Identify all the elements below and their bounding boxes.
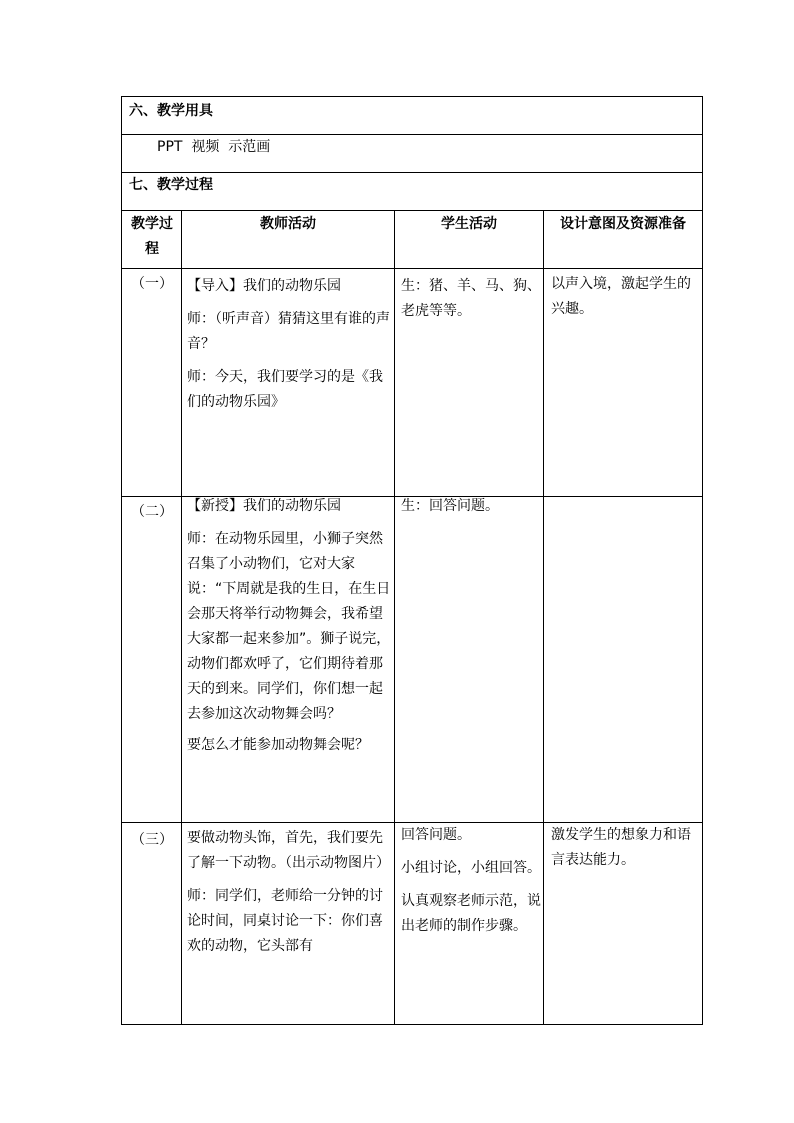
- teacher-paragraph: 师：同学们，老师给一分钟的讨论时间，同桌讨论一下：你们喜欢的动物，它头部有: [187, 888, 383, 954]
- design-intent: [551, 823, 699, 881]
- row-divider: [121, 210, 703, 211]
- intent-paragraph: 以声入境，激起学生的兴趣。: [551, 276, 691, 317]
- student-paragraph: 回答问题。: [401, 827, 471, 843]
- teacher-activity: [187, 494, 392, 766]
- student-paragraph: 生：猪、羊、马、狗、老虎等等。: [401, 278, 541, 319]
- design-intent: [551, 272, 699, 330]
- student-paragraph: 小组讨论，小组回答。: [401, 860, 541, 876]
- student-paragraph: 生：回答问题。: [401, 498, 499, 514]
- table-border-left: [121, 96, 122, 1025]
- table-border-top: [121, 96, 703, 97]
- student-activity: [401, 494, 541, 527]
- teacher-paragraph: 师：在动物乐园里，小狮子突然召集了小动物们，它对大家说：“下周就是我的生日，在生日会那天将举行动物舞会，我希望大家都一起来参加”。狮子说完，动物们都欢呼了，它们期待着那天的到来。同学们，你们想一起去参加这次动物舞会吗？: [187, 531, 391, 722]
- teacher-activity: [187, 826, 392, 967]
- teacher-activity: [187, 274, 392, 423]
- teacher-paragraph: 要怎么才能参加动物舞会呢？: [187, 737, 369, 753]
- column-divider: [394, 210, 395, 1025]
- header-intent: 设计意图及资源准备: [560, 216, 686, 232]
- teacher-paragraph: 师：今天，我们要学习的是《我们的动物乐园》: [187, 369, 383, 410]
- column-divider: [543, 210, 544, 1025]
- student-activity: [401, 274, 541, 332]
- header-teacher: 教师活动: [260, 216, 316, 232]
- teacher-paragraph: 【导入】我们的动物乐园: [187, 278, 341, 294]
- tools-section-title: 六、教学用具: [129, 103, 213, 119]
- intent-paragraph: 激发学生的想象力和语言表达能力。: [551, 827, 691, 868]
- teacher-paragraph: 师：（听声音）猜猜这里有谁的声音？: [187, 311, 390, 352]
- teacher-paragraph: 【新授】我们的动物乐园: [187, 498, 341, 514]
- student-activity: [401, 823, 541, 947]
- table-border-right: [702, 96, 703, 1025]
- row-divider: [121, 268, 703, 269]
- lesson-plan-table: [121, 96, 703, 1025]
- tools-content: PPT 视频 示范画: [157, 139, 271, 155]
- step-label: （三）: [131, 832, 173, 848]
- step-label: （二）: [131, 504, 173, 520]
- header-step: 教学过程: [131, 216, 173, 257]
- teacher-paragraph: 要做动物头饰，首先，我们要先了解一下动物。（出示动物图片）: [187, 830, 390, 871]
- process-section-title: 七、教学过程: [129, 177, 213, 193]
- student-paragraph: 认真观察老师示范，说出老师的制作步骤。: [401, 893, 541, 934]
- step-label: （一）: [131, 276, 173, 292]
- table-border-bottom: [121, 1024, 703, 1025]
- column-divider: [181, 210, 182, 1025]
- header-student: 学生活动: [441, 216, 497, 232]
